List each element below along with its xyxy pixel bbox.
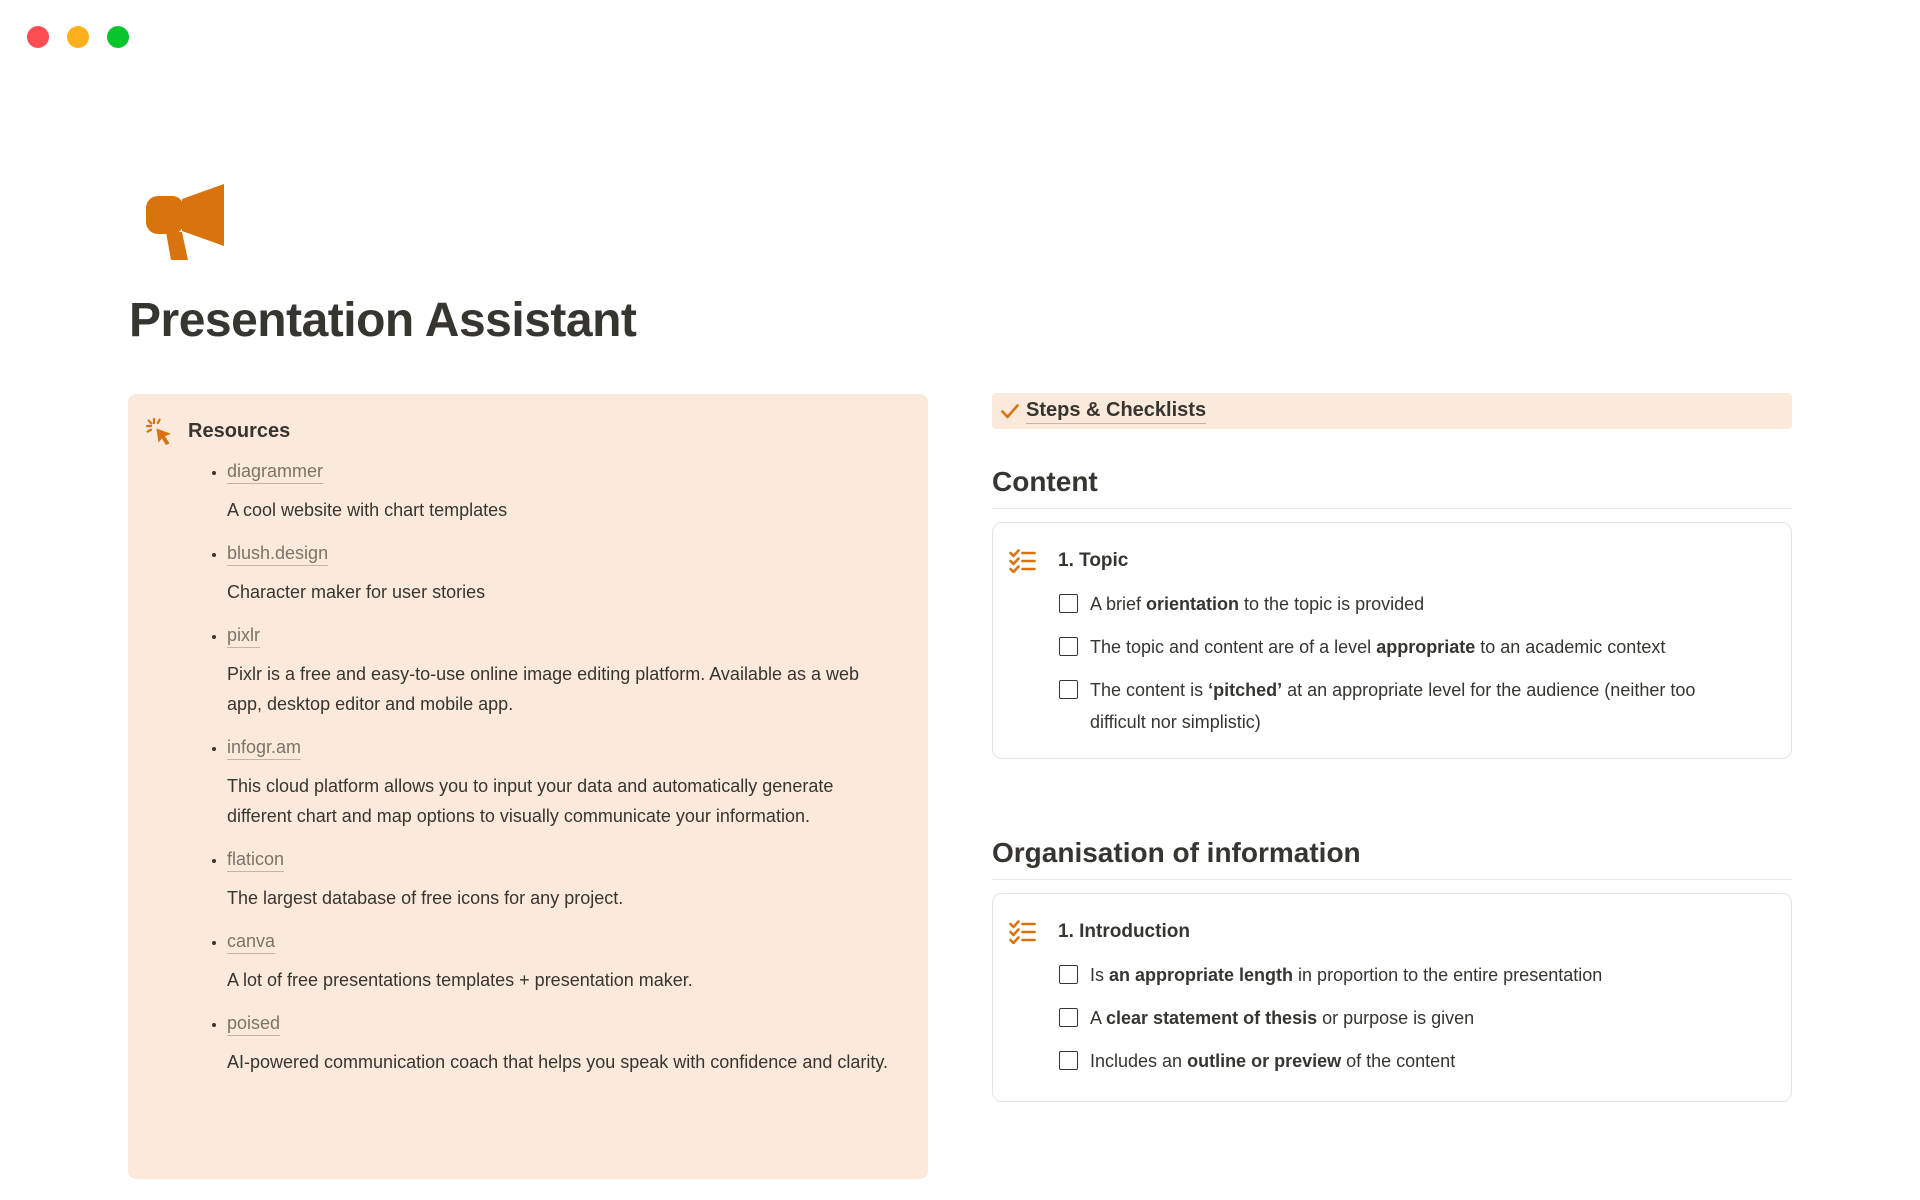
section-heading-content: Content [992, 466, 1098, 497]
close-window-button[interactable] [27, 26, 49, 48]
todo-text: The content is ‘pitched’ at an appropriate level for the audience (neither too difficult nor simplistic) [1090, 680, 1696, 732]
resource-link-diagrammer[interactable]: diagrammer [227, 459, 323, 484]
checklist-card-title: 1. Introduction [1058, 921, 1190, 942]
checklist-card-introduction [992, 893, 1792, 1102]
zoom-window-button[interactable] [107, 26, 129, 48]
todo-text: Includes an outline or preview of the content [1090, 1051, 1456, 1071]
resource-description: AI-powered communication coach that helps you speak with confidence and clarity. [227, 1052, 889, 1072]
section-heading-organisation: Organisation of information [992, 837, 1361, 868]
resources-title: Resources [188, 420, 291, 442]
resource-link-infogr-am[interactable]: infogr.am [227, 735, 301, 760]
todo-item [1059, 1002, 1767, 1034]
list-item [227, 847, 908, 913]
task-list-icon [1009, 549, 1036, 573]
resource-description: This cloud platform allows you to input your data and automatically generate different chart and map options to visually communicate your information. [227, 776, 834, 826]
todo-text: A clear statement of thesis or purpose is given [1090, 1008, 1475, 1028]
resource-description: Character maker for user stories [227, 582, 486, 602]
checklist-card-header[interactable] [1009, 549, 1767, 573]
todo-text: The topic and content are of a level appropriate to an academic context [1090, 637, 1666, 657]
checklists-column [992, 393, 1792, 1102]
check-icon [1001, 404, 1019, 419]
minimize-window-button[interactable] [67, 26, 89, 48]
checklist-card-header[interactable] [1009, 920, 1767, 944]
cursor-click-icon [146, 418, 173, 445]
todo-checkbox[interactable] [1059, 965, 1078, 984]
resource-description: Pixlr is a free and easy-to-use online image editing platform. Available as a web app, desktop editor and mobile app. [227, 664, 860, 714]
resources-callout [128, 394, 928, 1179]
checklist-card-topic [992, 522, 1792, 759]
page-title[interactable]: Presentation Assistant [129, 294, 637, 347]
list-item [227, 735, 908, 831]
divider [992, 508, 1792, 509]
todo-checkbox[interactable] [1059, 594, 1078, 613]
resource-link-blush-design[interactable]: blush.design [227, 541, 328, 566]
todo-text: Is an appropriate length in proportion to the entire presentation [1090, 965, 1603, 985]
resource-description: A lot of free presentations templates + presentation maker. [227, 970, 693, 990]
todo-item [1059, 588, 1767, 620]
resource-link-poised[interactable]: poised [227, 1011, 280, 1036]
resource-link-canva[interactable]: canva [227, 929, 275, 954]
todo-item [1059, 631, 1767, 663]
task-list-icon [1009, 920, 1036, 944]
resource-link-pixlr[interactable]: pixlr [227, 623, 260, 648]
todo-text: A brief orientation to the topic is provided [1090, 594, 1425, 614]
checklist-card-title: 1. Topic [1058, 550, 1129, 571]
steps-checklists-banner [992, 393, 1792, 429]
divider [992, 879, 1792, 880]
steps-checklists-link[interactable]: Steps & Checklists [1026, 399, 1206, 424]
resource-description: The largest database of free icons for any project. [227, 888, 624, 908]
resources-list [146, 459, 908, 1077]
resources-header [146, 418, 908, 445]
list-item [227, 459, 908, 525]
todo-item [1059, 1045, 1767, 1077]
list-item [227, 541, 908, 607]
window-controls [27, 26, 129, 48]
todo-checkbox[interactable] [1059, 637, 1078, 656]
todo-list [1059, 588, 1767, 738]
todo-item [1059, 674, 1767, 738]
list-item [227, 623, 908, 719]
resource-description: A cool website with chart templates [227, 500, 508, 520]
todo-checkbox[interactable] [1059, 1051, 1078, 1070]
megaphone-icon[interactable] [142, 182, 226, 262]
todo-item [1059, 959, 1767, 991]
list-item [227, 929, 908, 995]
todo-list [1059, 959, 1767, 1077]
todo-checkbox[interactable] [1059, 680, 1078, 699]
resource-link-flaticon[interactable]: flaticon [227, 847, 284, 872]
list-item [227, 1011, 908, 1077]
todo-checkbox[interactable] [1059, 1008, 1078, 1027]
